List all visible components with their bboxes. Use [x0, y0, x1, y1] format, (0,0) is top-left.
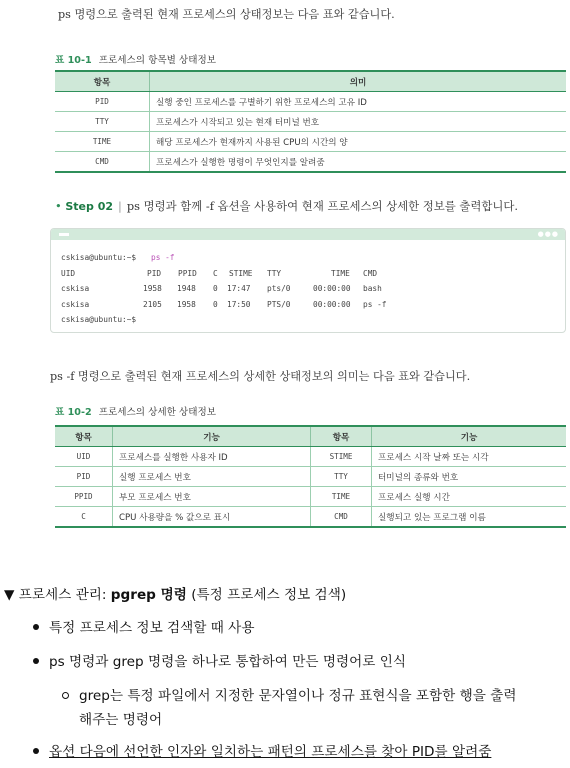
terminal-cell: 00:00:00 — [313, 299, 351, 309]
table-row — [55, 152, 566, 173]
table2-cell: 실행되고 있는 프로그램 이름 — [372, 507, 567, 528]
table2-number: 표 10-2 — [55, 407, 92, 418]
bullet-text: 옵션 다음에 선언한 인자와 일치하는 패턴의 프로세스를 찾아 PID를 알려줌 — [49, 744, 492, 760]
table2-cell: TIME — [311, 487, 372, 507]
table2-cell: 터미널의 종류와 번호 — [372, 467, 567, 487]
terminal-col: TIME — [331, 268, 350, 278]
table2-title: 프로세스의 상세한 상태정보 — [98, 407, 216, 418]
table2-cell: PPID — [55, 487, 113, 507]
table1-header-item: 항목 — [55, 71, 150, 92]
table2-header: 기능 — [113, 426, 311, 447]
table2-cell: UID — [55, 447, 113, 467]
terminal-cell: cskisa — [61, 299, 90, 309]
table2-cell: 프로세스를 실행한 사용자 ID — [113, 447, 311, 467]
terminal-command: ps -f — [151, 253, 175, 262]
table-row — [55, 447, 566, 467]
terminal-cell: PTS/0 — [267, 299, 291, 309]
table1-cell: CMD — [55, 152, 150, 173]
table1-cell: TTY — [55, 112, 150, 132]
terminal-cell: 1948 — [177, 284, 196, 294]
terminal-line — [61, 250, 565, 266]
table2-cell: CMD — [311, 507, 372, 528]
table1-cell: TIME — [55, 132, 150, 152]
terminal-header-line — [61, 266, 565, 282]
table1-caption — [55, 52, 216, 66]
terminal-prompt: cskisa@ubuntu:~$ — [61, 315, 137, 325]
table-row — [55, 487, 566, 507]
bullet-icon — [33, 748, 39, 754]
terminal-prompt: cskisa@ubuntu:~$ — [61, 253, 137, 262]
list-item — [33, 650, 406, 670]
table2-header: 기능 — [372, 426, 567, 447]
bullet-icon — [33, 624, 39, 630]
list-item — [33, 740, 491, 760]
table2-header: 항목 — [311, 426, 372, 447]
bullet-text: ps 명령과 grep 명령을 하나로 통합하여 만든 명령어로 인식 — [49, 654, 406, 670]
terminal-col: UID — [61, 268, 76, 278]
description-paragraph: ps -f 명령으로 출력된 현재 프로세스의 상세한 상태정보의 의미는 다음 표와 같습니다. — [50, 370, 471, 383]
list-item — [33, 616, 254, 636]
table2 — [55, 425, 566, 528]
table1-header-meaning: 의미 — [150, 71, 567, 92]
terminal-cell: 1958 — [143, 284, 162, 294]
table-row — [55, 467, 566, 487]
terminal-cell: ps -f — [363, 299, 387, 309]
terminal-cell: 17:50 — [227, 299, 251, 309]
table2-cell: 실행 프로세스 번호 — [113, 467, 311, 487]
terminal-cell: bash — [363, 284, 382, 294]
terminal-col: PPID — [178, 268, 197, 278]
table2-cell: 부모 프로세스 번호 — [113, 487, 311, 507]
table2-cell: STIME — [311, 447, 372, 467]
terminal-cell: 1958 — [177, 299, 196, 309]
notes-heading-prefix: ▼ 프로세스 관리: — [4, 587, 111, 603]
terminal-col: C — [213, 268, 218, 278]
table2-cell: CPU 사용량을 % 값으로 표시 — [113, 507, 311, 528]
sub-bullet-icon — [62, 692, 69, 699]
terminal-cell: 00:00:00 — [313, 284, 351, 294]
notes-heading-bold: pgrep 명령 — [110, 587, 187, 603]
table1-cell: 프로세스가 시작되고 있는 현재 터미널 번호 — [150, 112, 567, 132]
terminal-cell: 0 — [213, 299, 218, 309]
terminal-col: CMD — [363, 268, 378, 278]
list-item — [62, 684, 516, 704]
step-instruction: • Step 02 | ps 명령과 함께 -f 옵션을 사용하여 현재 프로세스의 상세한 정보를 출력합니다. — [55, 199, 518, 213]
bullet-icon — [33, 658, 39, 664]
notes-heading-suffix: (특정 프로세스 정보 검색) — [186, 587, 347, 603]
table-row — [55, 92, 566, 112]
intro-paragraph: ps 명령으로 출력된 현재 프로세스의 상태정보는 다음 표와 같습니다. — [58, 8, 395, 21]
terminal-cell: pts/0 — [267, 284, 291, 294]
terminal-line — [61, 281, 565, 297]
step-text: ps 명령과 함께 -f 옵션을 사용하여 현재 프로세스의 상세한 정보를 출력합니다. — [126, 199, 518, 213]
table2-cell: PID — [55, 467, 113, 487]
list-item-continuation: 해주는 명령어 — [79, 712, 163, 728]
table1-cell: 해당 프로세스가 현재까지 사용된 CPU의 시간의 양 — [150, 132, 567, 152]
terminal-cell: 2105 — [143, 299, 162, 309]
table1-number: 표 10-1 — [55, 55, 92, 66]
table1-title: 프로세스의 항목별 상태정보 — [98, 55, 216, 66]
terminal-line — [61, 297, 565, 313]
table2-caption — [55, 404, 216, 418]
table-row — [55, 132, 566, 152]
table2-cell: C — [55, 507, 113, 528]
terminal-col: STIME — [229, 268, 253, 278]
terminal-output — [51, 240, 565, 328]
terminal-cell: cskisa — [61, 284, 90, 294]
terminal-tab-icon — [59, 233, 69, 236]
bullet-text: 특정 프로세스 정보 검색할 때 사용 — [49, 620, 255, 636]
terminal-titlebar — [51, 229, 565, 240]
terminal-window — [50, 228, 566, 333]
terminal-line — [61, 312, 565, 328]
table-row — [55, 112, 566, 132]
notes-heading[interactable] — [4, 583, 346, 603]
table1-cell: 프로세스가 실행한 명령이 무엇인지를 알려줌 — [150, 152, 567, 173]
terminal-col: PID — [147, 268, 162, 278]
table2-cell: 프로세스 실행 시간 — [372, 487, 567, 507]
table2-cell: 프로세스 시작 날짜 또는 시각 — [372, 447, 567, 467]
step-label: Step 02 — [65, 200, 113, 213]
table1 — [55, 70, 566, 173]
table2-header: 항목 — [55, 426, 113, 447]
terminal-cell: 17:47 — [227, 284, 251, 294]
sub-bullet-text: grep는 특정 파일에서 지정한 문자열이나 정규 표현식을 포함한 행을 출력 — [79, 688, 517, 704]
table2-cell: TTY — [311, 467, 372, 487]
terminal-cell: 0 — [213, 284, 218, 294]
table1-cell: PID — [55, 92, 150, 112]
table-row — [55, 507, 566, 528]
terminal-col: TTY — [267, 268, 282, 278]
table1-cell: 실행 중인 프로세스를 구별하기 위한 프로세스의 고유 ID — [150, 92, 567, 112]
terminal-dots-icon: ●●● — [537, 230, 559, 238]
